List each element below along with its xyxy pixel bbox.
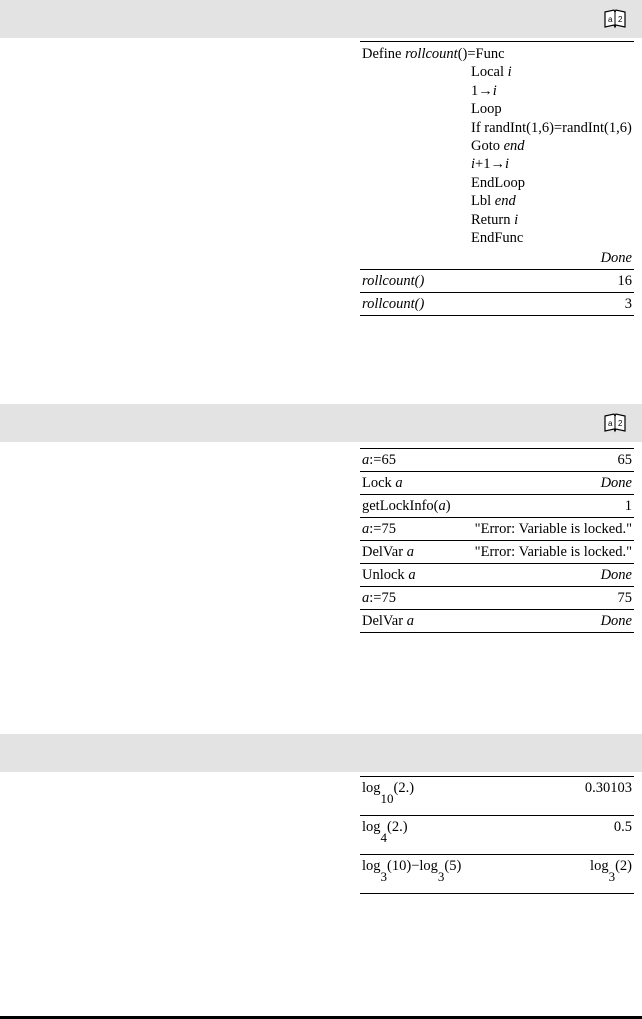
row-output: 75 bbox=[617, 589, 632, 606]
catalog-book-icon bbox=[604, 9, 626, 29]
log-expression: log10(2.) bbox=[362, 780, 415, 806]
lock-row bbox=[360, 564, 634, 587]
rollcount-panel bbox=[360, 41, 634, 316]
define-line: Return i bbox=[471, 211, 519, 228]
define-line: EndFunc bbox=[471, 229, 524, 246]
row-input: Unlock a bbox=[362, 566, 416, 583]
define-line: If randInt(1,6)=randInt(1,6) bbox=[471, 119, 632, 136]
row-input: DelVar a bbox=[362, 543, 414, 560]
define-line: Local i bbox=[471, 64, 512, 81]
define-line: Loop bbox=[471, 101, 502, 118]
define-block bbox=[360, 41, 634, 270]
log-panel bbox=[360, 776, 634, 894]
call-input: rollcount() bbox=[362, 295, 425, 312]
lock-row bbox=[360, 518, 634, 541]
row-input: a:=75 bbox=[362, 589, 396, 606]
row-input: getLockInfo(a) bbox=[362, 497, 451, 514]
row-input: Lock a bbox=[362, 474, 403, 491]
log-result: log3(2) bbox=[590, 858, 632, 884]
log-expression: log3(10)−log3(5) bbox=[362, 858, 462, 884]
define-result: Done bbox=[600, 250, 632, 267]
lock-row bbox=[360, 495, 634, 518]
call-output: 3 bbox=[624, 295, 632, 312]
rollcount-call-row bbox=[360, 293, 634, 316]
svg-text:a: a bbox=[608, 15, 613, 24]
row-output: 65 bbox=[617, 451, 632, 468]
section-header-band-2 bbox=[0, 404, 642, 442]
section-header-band-3 bbox=[0, 734, 642, 772]
row-input: a:=75 bbox=[362, 520, 396, 537]
log-row bbox=[360, 855, 634, 894]
rollcount-call-row bbox=[360, 270, 634, 293]
define-line: Lbl end bbox=[471, 193, 516, 210]
row-input: DelVar a bbox=[362, 612, 414, 629]
section-header-band-1 bbox=[0, 0, 642, 38]
lock-row bbox=[360, 541, 634, 564]
row-output: Done bbox=[600, 612, 632, 629]
log-result: 0.30103 bbox=[584, 780, 632, 796]
call-input: rollcount() bbox=[362, 272, 425, 289]
log-expression: log4(2.) bbox=[362, 819, 408, 845]
row-output: Done bbox=[600, 474, 632, 491]
define-line: Define rollcount()=Func bbox=[362, 46, 505, 62]
row-input: a:=65 bbox=[362, 451, 396, 468]
log-result: 0.5 bbox=[613, 819, 632, 835]
row-output: Done bbox=[600, 566, 632, 583]
catalog-book-icon bbox=[604, 413, 626, 433]
define-line: EndLoop bbox=[471, 174, 525, 191]
log-row bbox=[360, 816, 634, 855]
row-output: "Error: Variable is locked." bbox=[474, 520, 632, 537]
define-line: 1→i bbox=[471, 82, 497, 99]
lock-row bbox=[360, 587, 634, 610]
define-line: i+1→i bbox=[471, 156, 509, 173]
lock-row bbox=[360, 610, 634, 633]
define-line: Goto end bbox=[471, 137, 525, 154]
row-output: 1 bbox=[624, 497, 632, 514]
log-row bbox=[360, 776, 634, 816]
svg-text:2: 2 bbox=[618, 15, 623, 24]
lock-row bbox=[360, 448, 634, 472]
lock-row bbox=[360, 472, 634, 495]
call-output: 16 bbox=[617, 272, 632, 289]
svg-text:2: 2 bbox=[618, 419, 623, 428]
row-output: "Error: Variable is locked." bbox=[474, 543, 632, 560]
lock-panel bbox=[360, 448, 634, 633]
svg-text:a: a bbox=[608, 419, 613, 428]
